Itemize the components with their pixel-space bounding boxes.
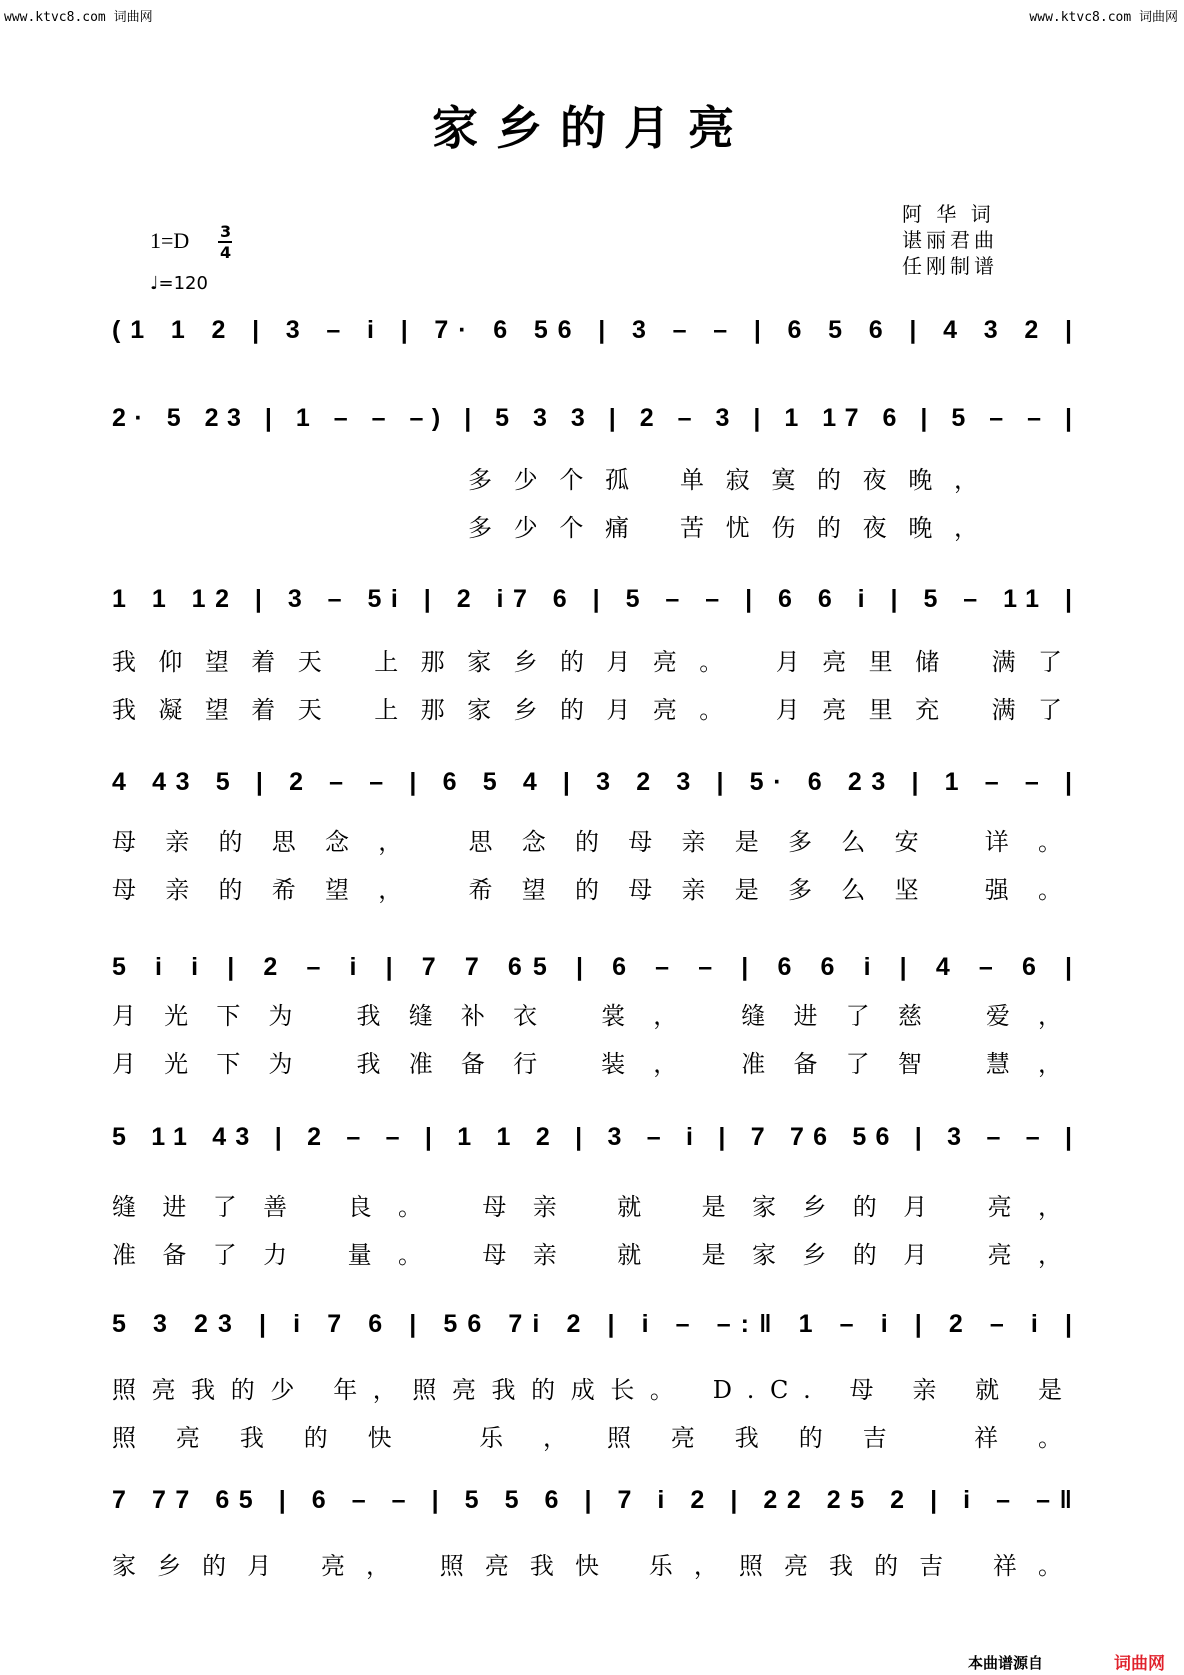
time-signature-bottom: 4 bbox=[220, 243, 232, 262]
site-header-left: www.ktvc8.com 词曲网 bbox=[4, 10, 153, 25]
key-signature: 1=D bbox=[150, 228, 190, 253]
credit-lyricist: 阿 华 词 bbox=[902, 202, 995, 226]
site-header-right: www.ktvc8.com 词曲网 bbox=[1029, 10, 1178, 25]
lyric-line: 多少个孤 单寂寞的夜晚， bbox=[468, 466, 978, 494]
lyric-line: 多少个痛 苦忧伤的夜晚， bbox=[468, 514, 978, 542]
notation-row: 4 43 5 | 2 – – | 6 5 4 | 3 2 3 | 5· 6 23 | 1 – – | bbox=[112, 768, 1072, 796]
lyric-line: 母亲的思念， 思念的母亲是多么安 详。 bbox=[112, 828, 1062, 856]
lyric-line: 母亲的希望， 希望的母亲是多么坚 强。 bbox=[112, 876, 1062, 904]
notation-row: 5 11 43 | 2 – – | 1 1 2 | 3 – i | 7 76 56 | 3 – – | bbox=[112, 1123, 1073, 1151]
lyric-line: 我仰望着天 上那家乡的月亮。 月亮里储 满了 bbox=[112, 648, 1062, 676]
notation-row: 5 3 23 | i 7 6 | 56 7i 2 | i – –:‖ 1 – i | 2 – i | bbox=[112, 1310, 1072, 1338]
lyric-line: 月光下为 我准备行 装， 准备了智 慧， bbox=[112, 1050, 1062, 1078]
notation-row: 7 77 65 | 6 – – | 5 5 6 | 7 i 2 | 22 25 2 | i – –‖ bbox=[112, 1486, 1073, 1514]
lyric-line: 照亮我的快 乐，照亮我的吉 祥。 bbox=[112, 1424, 1062, 1452]
notation-row: (1 1 2 | 3 – i | 7· 6 56 | 3 – – | 6 5 6 | 4 3 2 | bbox=[112, 316, 1072, 344]
tempo-marking: ♩=120 bbox=[150, 273, 208, 294]
credit-composer: 谌丽君曲 bbox=[902, 228, 998, 252]
lyric-line: 照亮我的少 年，照亮我的成长。 D.C. 母 亲 就 是 bbox=[112, 1376, 1062, 1404]
site-logo: 词曲网 bbox=[1114, 1654, 1165, 1674]
notation-row: 5 i i | 2 – i | 7 7 65 | 6 – – | 6 6 i | 4 – 6 | bbox=[112, 953, 1072, 981]
lyric-line: 月光下为 我缝补衣 裳， 缝进了慈 爱， bbox=[112, 1002, 1062, 1030]
notation-row: 2· 5 23 | 1 – – –) | 5 3 3 | 2 – 3 | 1 17 6 | 5 – – | bbox=[112, 404, 1073, 432]
source-note: 本曲谱源自 bbox=[968, 1654, 1044, 1672]
time-signature-top: 3 bbox=[220, 222, 232, 241]
lyric-line: 家乡的月 亮， 照亮我快 乐，照亮我的吉 祥。 bbox=[112, 1552, 1062, 1580]
notation-row: 1 1 12 | 3 – 5i | 2 i7 6 | 5 – – | 6 6 i | 5 – 11 | bbox=[112, 585, 1072, 613]
lyric-line: 我凝望着天 上那家乡的月亮。 月亮里充 满了 bbox=[112, 696, 1062, 724]
lyric-line: 缝进了善 良。 母亲 就 是家乡的月 亮， bbox=[112, 1193, 1062, 1221]
credit-transcriber: 任刚制谱 bbox=[902, 254, 998, 278]
tempo-value: =120 bbox=[158, 273, 208, 294]
song-title: 家乡的月亮 bbox=[432, 101, 752, 155]
lyric-line: 准备了力 量。 母亲 就 是家乡的月 亮， bbox=[112, 1241, 1062, 1269]
